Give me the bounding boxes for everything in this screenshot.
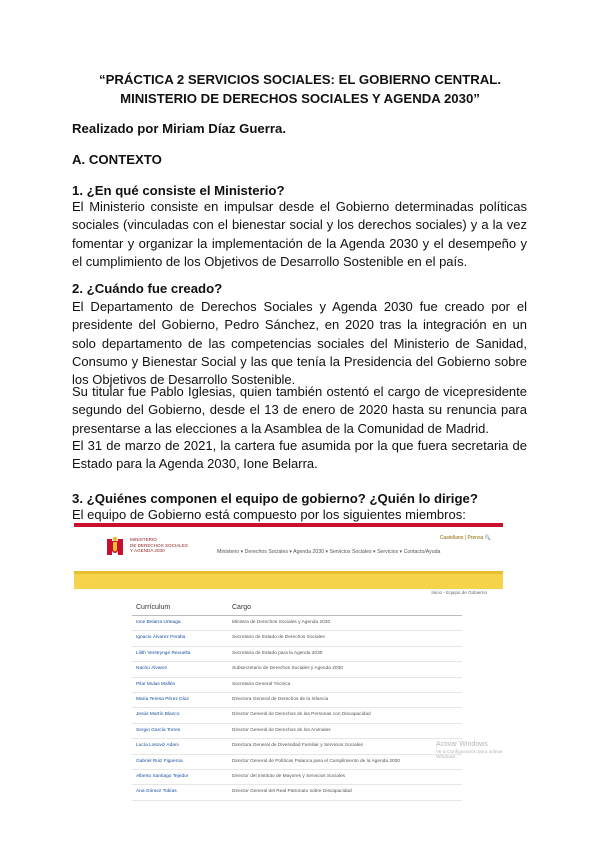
table-row	[132, 631, 462, 646]
member-name-link[interactable]: Ana Gómez Tobías	[136, 789, 177, 795]
question-2-heading: 2. ¿Cuándo fue creado?	[72, 281, 223, 296]
question-3-heading: 3. ¿Quiénes componen el equipo de gobierno? ¿Quién lo dirige?	[72, 491, 478, 506]
section-heading: A. CONTEXTO	[72, 152, 162, 167]
table-row	[132, 693, 462, 708]
member-name-link[interactable]: Lucía Losoviz Adani	[136, 743, 179, 749]
breadcrumb[interactable]: Inicio › Equipo de Gobierno	[431, 590, 487, 595]
member-position: Subsecretario de Derechos Sociales y Agenda 2030	[232, 666, 343, 672]
member-name-link[interactable]: Sergio García Torres	[136, 727, 181, 733]
table-row	[132, 755, 462, 770]
header-cargo: Cargo	[232, 604, 252, 611]
member-position: Director General de Derechos de los Animales	[232, 727, 331, 733]
watermark-subtitle: Ve a Configuración para activar Windows.	[436, 750, 503, 760]
question-2-paragraph-2: Su titular fue Pablo Iglesias, quien también ostentó el cargo de vicepresidente segundo del Gobierno, desde el 13 de enero de 2020 hasta su renuncia para presentarse a las elecciones a la Asamblea de la Comunidad de Madrid.	[72, 384, 527, 436]
table-header	[132, 603, 462, 616]
windows-activation-watermark	[436, 741, 503, 760]
ministry-name-line: Y AGENDA 2030	[130, 548, 165, 553]
language-and-search-links[interactable]: Castellano | Prensa 🔍	[439, 535, 491, 541]
member-name-link[interactable]: María Teresa Pérez Díaz	[136, 696, 189, 702]
question-1-answer: El Ministerio consiste en impulsar desde el Gobierno determinadas políticas sociales (vinculadas con el bienestar social y los derechos sociales) y a la vez fomentar y organizar la implementación de la Agenda 2030 y el desempeño y el cumplimiento de los Objetivos de Desarrollo Sostenible en el país.	[72, 199, 527, 269]
member-position: Secretaria General Técnica	[232, 681, 291, 687]
banner-gold-stripe	[74, 571, 503, 574]
question-2-paragraph-3: El 31 de marzo de 2021, la cartera fue asumida por la que fuera secretaria de Estado para la Agenda 2030, Ione Belarra.	[72, 438, 527, 472]
site-header	[74, 527, 503, 571]
document-title: “PRÁCTICA 2 SERVICIOS SOCIALES: EL GOBIERNO CENTRAL. MINISTERIO DE DERECHOS SOCIALES Y AGENDA 2030”	[98, 72, 502, 106]
question-2-paragraph-1: El Departamento de Derechos Sociales y Agenda 2030 fue creado por el presidente del Gobierno, Pedro Sánchez, en 2020 tras la integración en un solo departamento de las competencias sociales del Ministerio de Sanidad, Consumo y Bienestar Social y las que tenía la Presidencia del Gobierno sobre los Objetivos de Desarrollo Sostenible.	[72, 299, 527, 388]
question-3-intro: El equipo de Gobierno está compuesto por los siguientes miembros:	[72, 507, 466, 522]
watermark-title: Activar Windows	[436, 741, 488, 748]
table-row	[132, 739, 462, 754]
member-position: Secretaria de Estado para la Agenda 2030	[232, 650, 323, 656]
government-team-table	[132, 603, 462, 801]
table-row	[132, 647, 462, 662]
table-row	[132, 678, 462, 693]
member-position: Director General de Políticas Palanca para el Cumplimiento de la Agenda 2030	[232, 758, 400, 764]
member-name-link[interactable]: Gabriel Ruiz Figueroa	[136, 758, 183, 764]
question-1-heading: 1. ¿En qué consiste el Ministerio?	[72, 183, 285, 198]
breadcrumb-strip	[74, 589, 503, 597]
member-position: Secretario de Estado de Derechos Sociales	[232, 635, 325, 641]
member-position: Director General del Real Patronato sobre Discapacidad	[232, 789, 352, 795]
member-name-link[interactable]: Lilith Verstrynge Revuelta	[136, 650, 191, 656]
member-position: Directora General de Derechos de la Infancia	[232, 696, 329, 702]
table-row	[132, 724, 462, 739]
table-row	[132, 616, 462, 631]
member-position: Director General de Derechos de las Personas con Discapacidad	[232, 712, 371, 718]
yellow-banner	[74, 571, 503, 589]
table-row	[132, 785, 462, 800]
ministry-website-screenshot	[74, 523, 503, 795]
coat-of-arms-icon	[104, 535, 126, 559]
member-name-link[interactable]: Ione Belarra Urteaga	[136, 620, 181, 625]
member-name-link[interactable]: Ignacio Álvarez Peralta	[136, 635, 186, 641]
member-name-link[interactable]: Nacho Álvarez	[136, 666, 168, 672]
table-row	[132, 662, 462, 677]
ministry-name-line: DE DERECHOS SOCIALES	[130, 542, 188, 548]
member-position: Directora General de Diversidad Familiar y Servicios Sociales	[232, 743, 363, 749]
table-row	[132, 708, 462, 723]
member-position: Director del Instituto de Mayores y Servicios Sociales	[232, 773, 346, 779]
member-name-link[interactable]: Pilar Mulas Mallén	[136, 681, 176, 687]
main-navigation[interactable]: Ministerio ▾ Derechos Sociales ▾ Agenda 2030 ▾ Servicios Sociales ▾ Servicios ▾ Contacto/Ayuda	[217, 549, 441, 555]
ministry-name-line: MINISTERIO	[130, 537, 157, 542]
header-curriculum: Currículum	[136, 604, 171, 611]
table-row	[132, 770, 462, 785]
member-name-link[interactable]: Jesús Martín Blanco	[136, 712, 180, 718]
ministry-name	[130, 537, 188, 554]
author-line: Realizado por Miriam Díaz Guerra.	[72, 121, 286, 136]
member-position: Ministra de Derechos Sociales y Agenda 2030	[232, 620, 331, 625]
member-name-link[interactable]: Alberto Santiago Tejedor	[136, 773, 189, 779]
